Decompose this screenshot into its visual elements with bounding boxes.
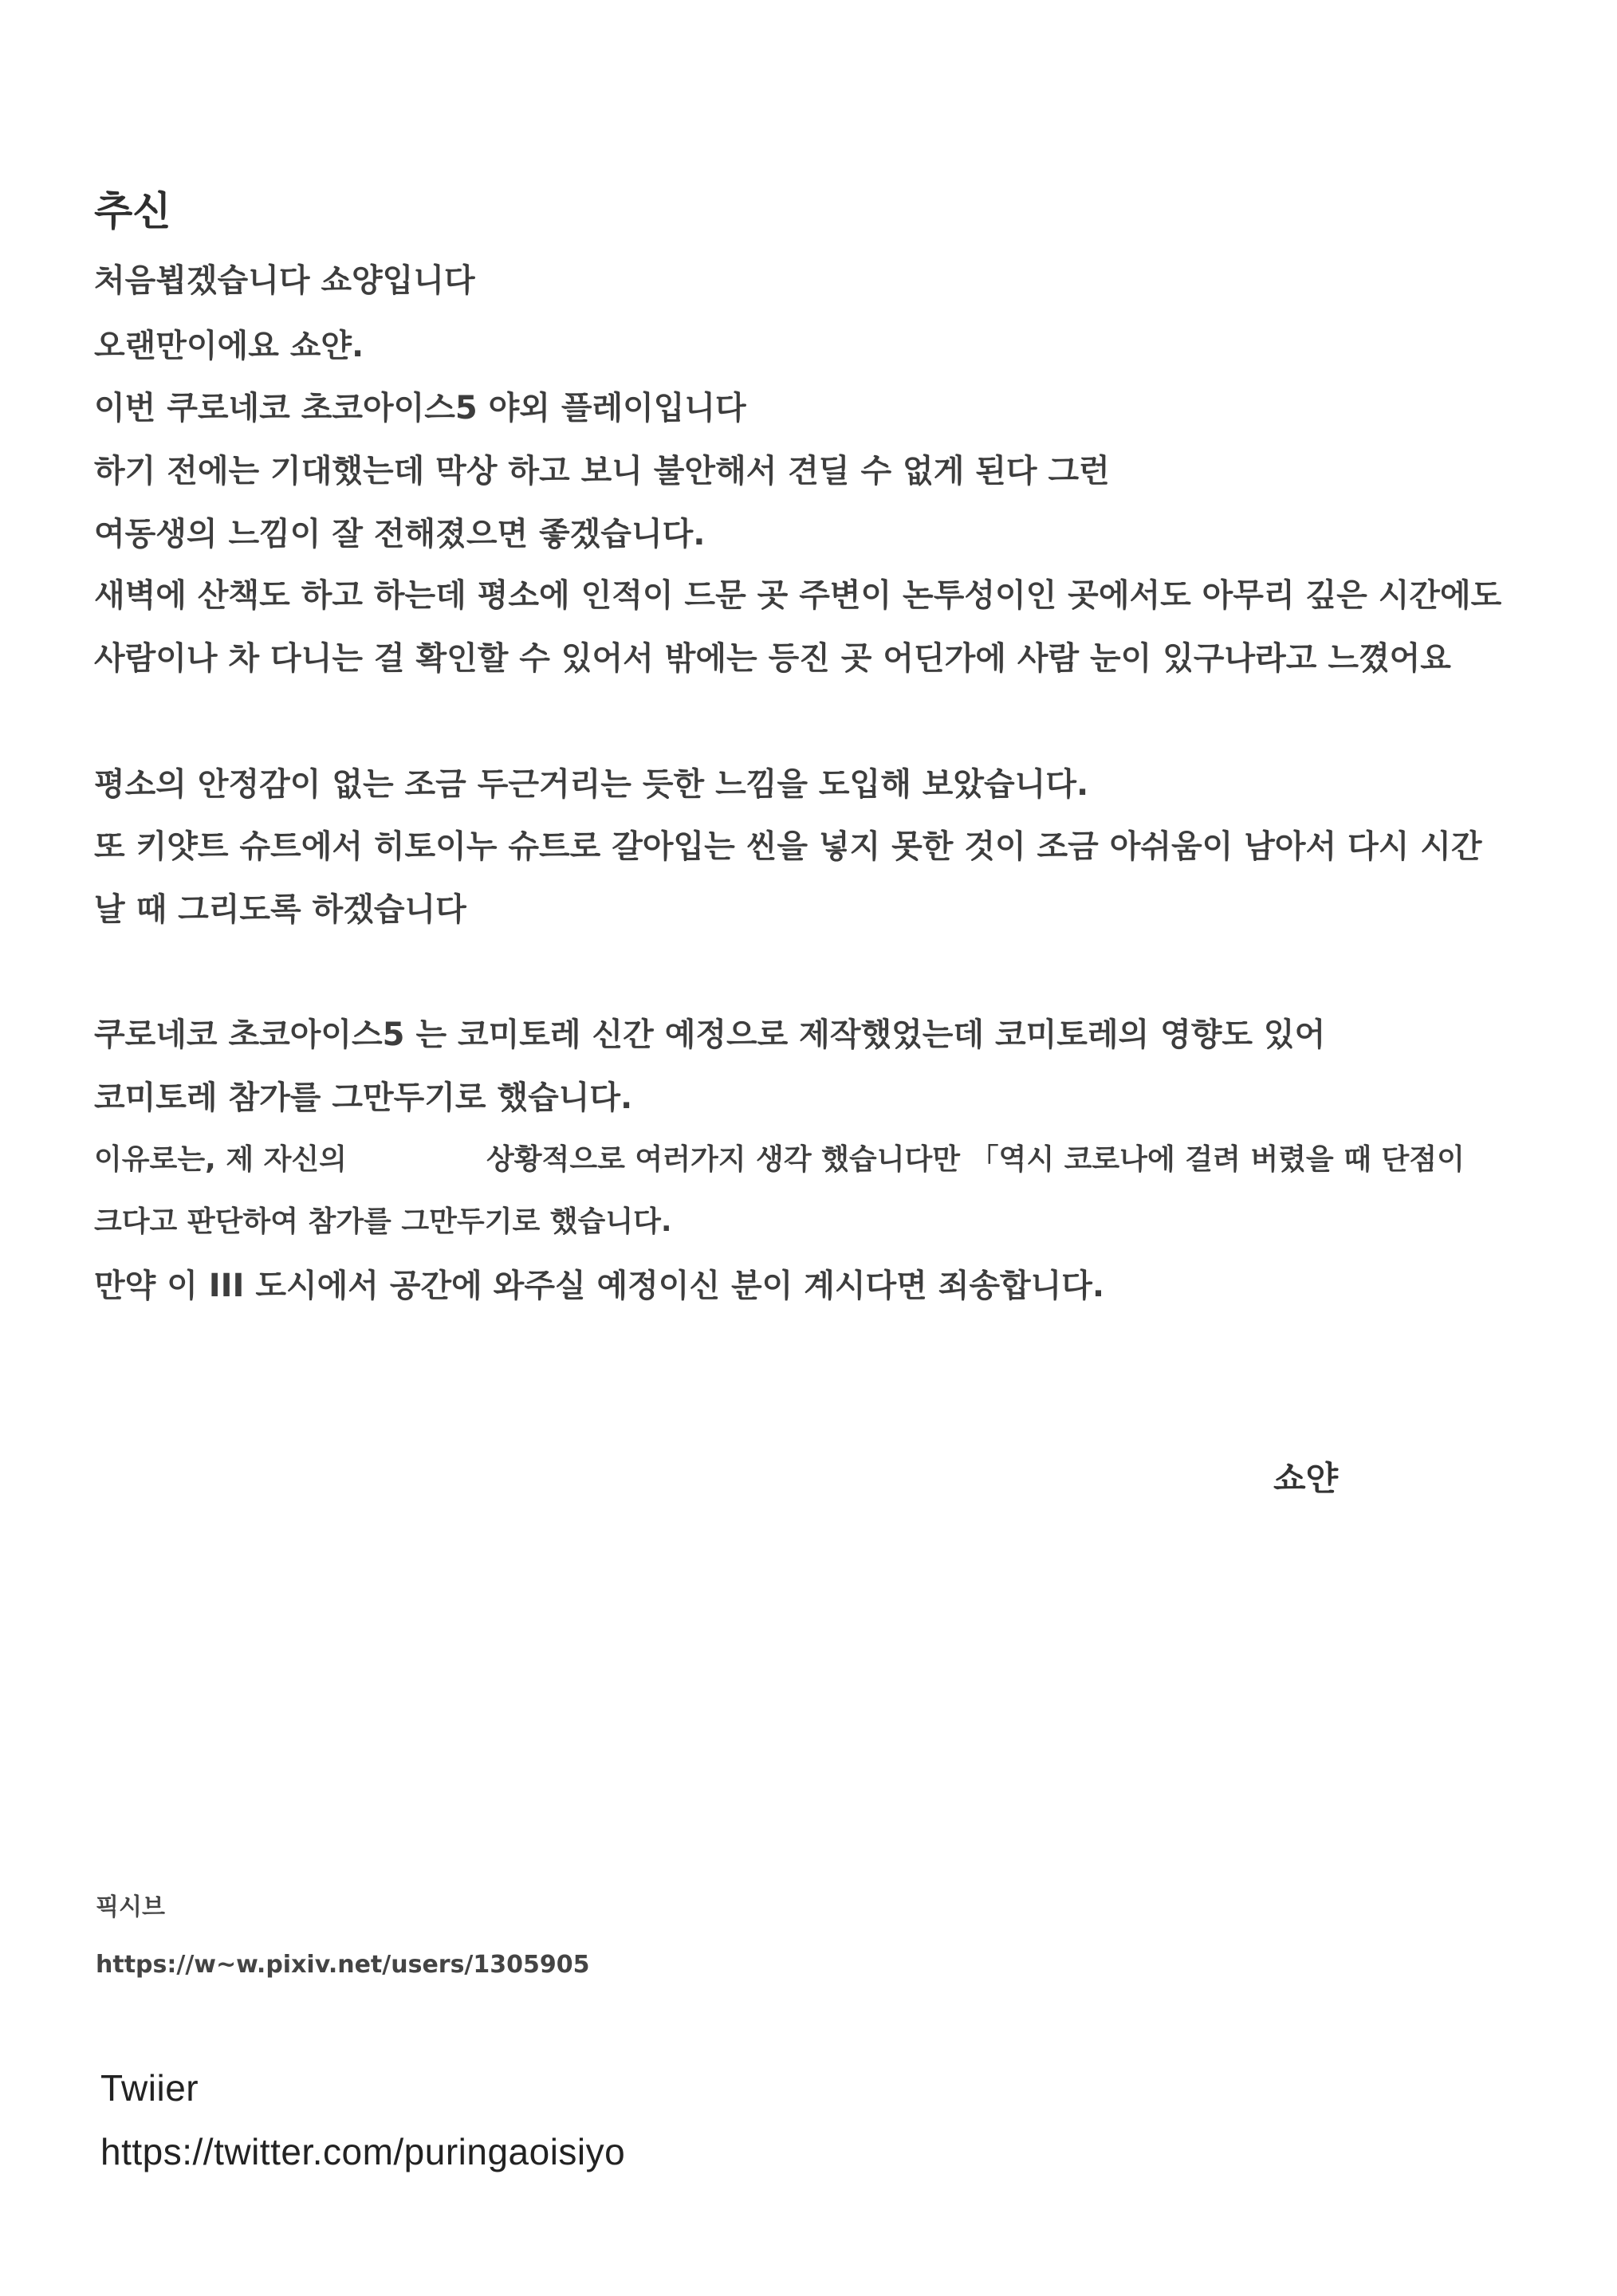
paragraph-line-1: 처음뵙겠습니다 쇼양입니다 [94,262,475,299]
paragraph-line-11: 쿠로네코 초코아이스5 는 코미토레 신간 예정으로 제작했었는데 코미토레의 영향도 있어 [94,1016,1326,1053]
closing-line: 만약 이 III 도시에서 공간에 와주실 예정이신 분이 계시다면 죄송합니다. [94,1268,1105,1304]
page-title: 추신 [94,188,171,234]
reason-line-continued: 크다고 판단하여 참가를 그만두기로 했습니다. [94,1205,672,1238]
paragraph-line-4: 하기 전에는 기대했는데 막상 하고 보니 불안해서 견딜 수 없게 된다 그런 [94,453,1110,489]
author-signature: 쇼얀 [1273,1459,1339,1498]
pixiv-url-link[interactable]: https://w~w.pixiv.net/users/1305905 [96,1951,590,1979]
paragraph-line-10: 날 때 그리도록 하겠습니다 [94,891,466,928]
paragraph-line-5: 여동생의 느낌이 잘 전해졌으면 좋겠습니다. [94,516,706,552]
paragraph-line-9: 또 키얏트 슈트에서 히토이누 슈트로 갈아입는 씬을 넣지 못한 것이 조금 아쉬움이 남아서 다시 시간 [94,828,1482,865]
paragraph-line-2: 오랜만이에요 쇼얀. [94,328,364,364]
pixiv-label: 픽시브 [96,1893,165,1921]
paragraph-line-6: 새벽에 산책도 하고 하는데 평소에 인적이 드문 곳 주변이 논투성이인 곳에서도 아무리 깊은 시간에도 [94,577,1502,614]
reason-line-part1: 이유로는, 제 자신의 [94,1143,347,1176]
twitter-label: Twiier [100,2067,199,2109]
twitter-url-link[interactable]: https://twitter.com/puringaoisiyo [100,2131,626,2172]
reason-line-part2: 상황적으로 여러가지 생각 했습니다만 「역시 코로나에 걸려 버렸을 때 단점이 [486,1143,1465,1176]
paragraph-line-3: 이번 쿠로네코 초코아이스5 야외 플레이입니다 [94,390,746,427]
paragraph-line-12: 코미토레 참가를 그만두기로 했습니다. [94,1079,633,1116]
paragraph-line-8: 평소의 안정감이 없는 조금 두근거리는 듯한 느낌을 도입해 보았습니다. [94,766,1089,803]
paragraph-line-7: 사람이나 차 다니는 걸 확인할 수 있어서 밖에는 등진 곳 어딘가에 사람 눈이 있구나라고 느꼈어요 [94,640,1451,677]
